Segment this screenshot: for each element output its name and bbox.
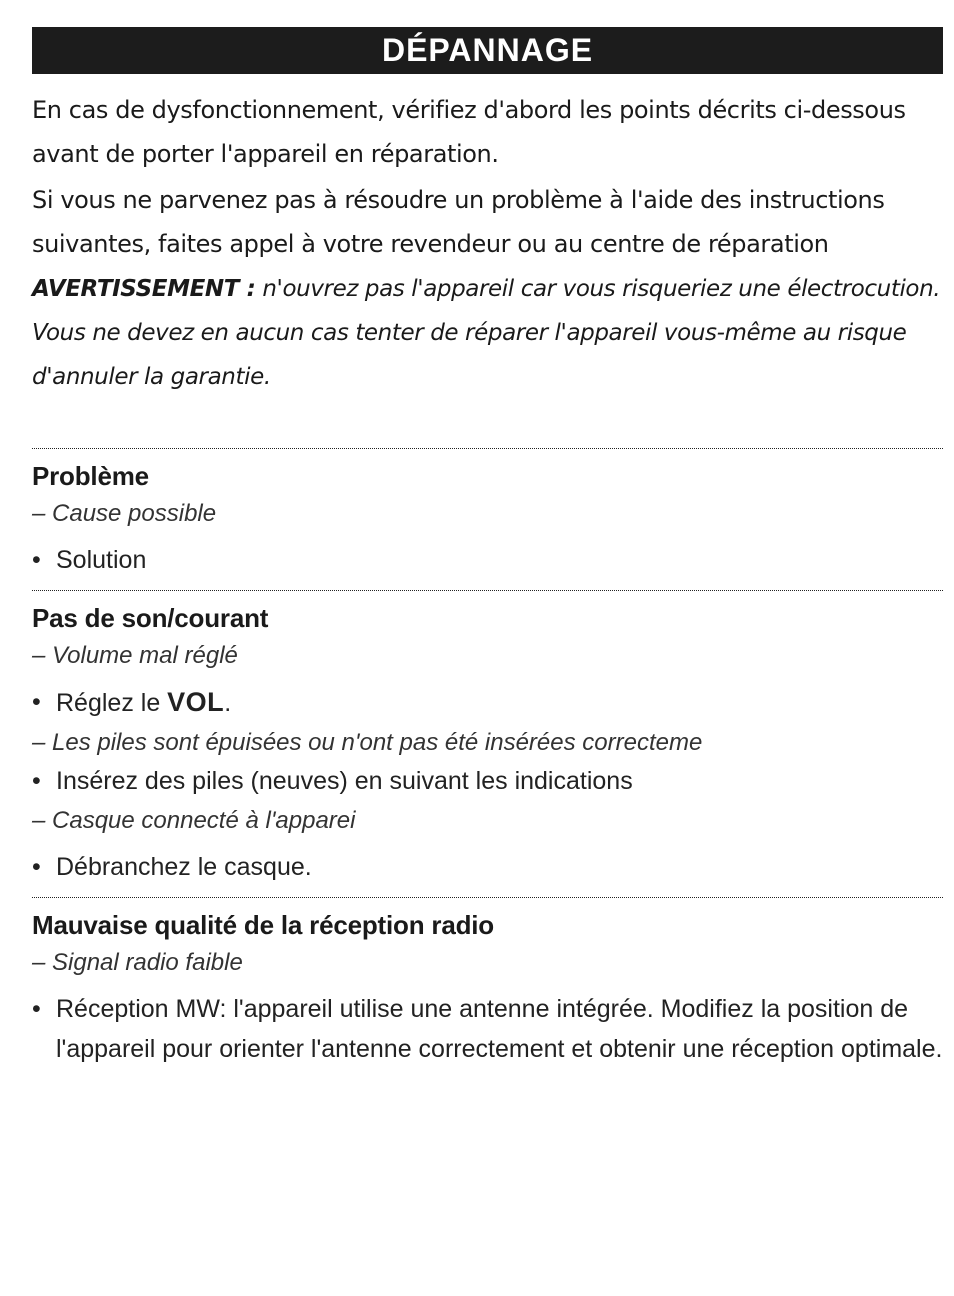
warning-text: n'ouvrez pas l'appareil car vous risqueriez une électrocution. Vous ne devez en aucun cas tenter de réparer l'appareil vous-même au risque d'annuler la garantie. (32, 276, 941, 390)
solution-text: Débranchez le casque. (56, 853, 312, 881)
problem-section-radio-reception (32, 898, 943, 1069)
legend-solution (32, 540, 943, 580)
solution-item (32, 989, 943, 1069)
vol-key-label: VOL (167, 687, 225, 717)
possible-cause: – Les piles sont épuisées ou n'ont pas été insérées correcteme (32, 729, 703, 756)
intro-paragraph-2: Si vous ne parvenez pas à résoudre un problème à l'aide des instructions suivantes, faites appel à votre revendeur ou au centre de réparation (32, 186, 885, 258)
warning-notice (32, 267, 943, 399)
solution-text-prefix: Réglez le (56, 689, 168, 717)
possible-cause: – Casque connecté à l'apparei (32, 807, 356, 834)
possible-cause: – Signal radio faible (32, 949, 243, 976)
troubleshooting-page (32, 27, 943, 1069)
legend-section (32, 449, 943, 580)
solution-text: Insérez des piles (neuves) en suivant les indications (56, 767, 633, 795)
solution-item (32, 682, 943, 723)
problem-section-no-sound (32, 591, 943, 887)
problem-heading: Mauvaise qualité de la réception radio (32, 910, 494, 940)
legend-solution-text: Solution (56, 546, 147, 574)
solution-text: Réception MW: l'appareil utilise une antenne intégrée. Modifiez la position de l'appareil pour orienter l'antenne correctement et obtenir une réception optimale. (56, 995, 943, 1063)
problem-heading: Pas de son/courant (32, 603, 269, 633)
page-title: DÉPANNAGE (32, 27, 943, 74)
bullet-icon: • (32, 546, 41, 574)
bullet-icon: • (32, 995, 41, 1023)
legend-problem: Problème (32, 461, 149, 491)
intro-text (32, 88, 943, 266)
warning-label: AVERTISSEMENT : (32, 276, 256, 302)
bullet-icon: • (32, 853, 41, 881)
bullet-icon: • (32, 688, 41, 716)
solution-text (56, 682, 943, 723)
solution-item (32, 847, 943, 887)
solution-text-suffix: . (224, 689, 232, 717)
intro-paragraph-1: En cas de dysfonctionnement, vérifiez d'abord les points décrits ci-dessous avant de porter l'appareil en réparation. (32, 96, 906, 168)
solution-item (32, 761, 943, 801)
possible-cause: – Volume mal réglé (32, 642, 238, 669)
legend-cause: – Cause possible (32, 500, 217, 527)
bullet-icon: • (32, 767, 41, 795)
